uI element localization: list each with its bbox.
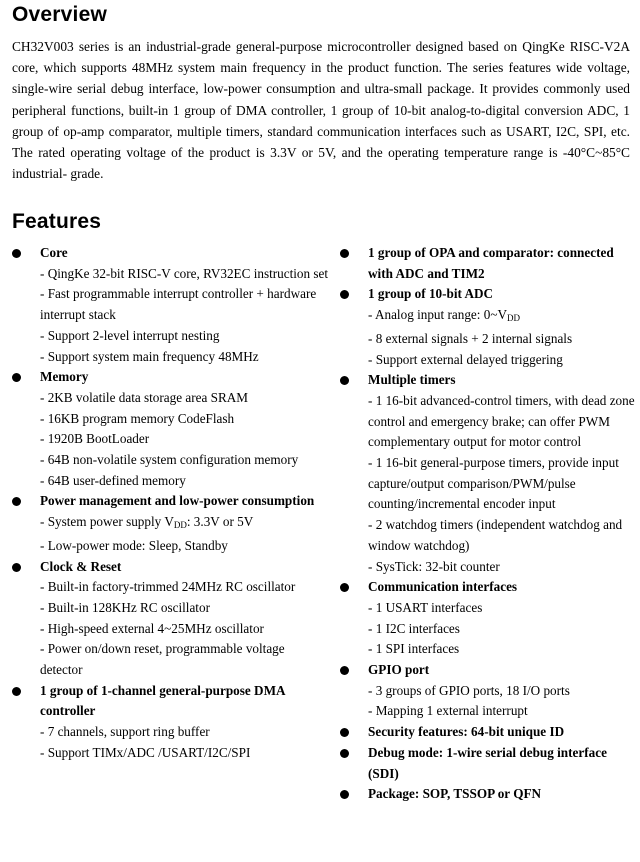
feature-detail: - 3 groups of GPIO ports, 18 I/O ports [368,682,570,698]
feature-heading: Memory [40,369,89,385]
feature-detail: - System power supply $V_{DD}$: 3.3V or 5V [40,514,254,531]
feature-group [340,743,636,784]
feature-group [340,284,636,370]
feature-detail: - QingKe 32-bit RISC-V core, RV32EC instruction set [40,265,329,281]
bullet-icon [12,249,21,258]
features-right-column [340,243,636,805]
feature-heading: Power management and low-power consumption [40,493,315,509]
feature-detail: - Analog input range: $0\sim V_{DD}$ [368,307,520,324]
feature-detail: - Support 2-level interrupt nesting [40,327,220,343]
features-left-column [12,243,330,764]
feature-group [12,491,330,556]
feature-detail: - 1 16-bit general-purpose timers, provide input capture/output comparison/PWM/pulse counting/incremental encoder input [368,455,619,512]
bullet-icon [340,583,349,592]
bullet-icon [340,376,349,385]
feature-group [340,784,636,805]
feature-group [12,243,330,367]
bullet-icon [12,687,21,696]
feature-heading: GPIO port [368,662,430,678]
feature-heading: Clock & Reset [40,558,122,574]
feature-heading: 1 group of OPA and comparator: connected with ADC and TIM2 [368,245,614,281]
feature-detail: - Support TIMx/ADC /USART/I2C/SPI [40,744,251,760]
feature-group [12,557,330,681]
feature-heading: Debug mode: 1-wire serial debug interface (SDI) [368,744,607,781]
feature-detail: - 1920B BootLoader [40,431,150,447]
feature-detail: - Built-in factory-trimmed 24MHz RC oscillator [40,579,296,595]
bullet-icon [340,790,349,799]
bullet-icon [340,290,349,299]
feature-detail: - 7 channels, support ring buffer [40,724,210,740]
feature-group [12,681,330,764]
bullet-icon [12,373,21,382]
feature-detail: - Support system main frequency 48MHz [40,348,259,364]
bullet-icon [12,497,21,506]
overview-heading: Overview [12,3,107,26]
overview-paragraph: CH32V003 series is an industrial-grade general-purpose microcontroller designed based on QingKe RISC-V2A core, which supports 48MHz system main frequency in the product function. The series features wide voltage, single-wire serial debug interface, low-power consumption and ultra-small package. It provides commonly used peripheral functions, built-in 1 group of DMA controller, 1 group of 10-bit analog-to-digital conversion ADC, 1 group of op-amp comparator, multiple timers, standard communication interfaces such as USART, I2C, SPI, etc. The rated operating voltage of the product is 3.3V or 5V, and the operating temperature range is -40°C~85°C industrial- grade. [12,39,630,182]
feature-detail: - 1 USART interfaces [368,599,483,615]
feature-detail: - Mapping 1 external interrupt [368,703,528,719]
feature-group [340,660,636,722]
feature-detail: - 16KB program memory CodeFlash [40,410,235,426]
feature-detail: - 1 16-bit advanced-control timers, with dead zone control and emergency brake; can offer PWM complementary output for motor control [368,392,635,450]
feature-heading: Package: SOP, TSSOP or QFN [368,786,542,802]
bullet-icon [340,749,349,758]
bullet-icon [12,563,21,572]
feature-detail: - Built-in 128KHz RC oscillator [40,599,210,615]
features-heading: Features [12,210,102,233]
feature-detail: - Support external delayed triggering [368,351,563,367]
feature-group [340,370,636,577]
feature-detail: - Low-power mode: Sleep, Standby [40,537,228,553]
feature-group [340,243,636,284]
bullet-icon [340,249,349,258]
feature-detail: - High-speed external 4~25MHz oscillator [40,620,264,636]
feature-heading: 1 group of 10-bit ADC [368,286,494,302]
feature-detail: - 8 external signals + 2 internal signals [368,330,573,346]
feature-heading: 1 group of 1-channel general-purpose DMA controller [40,682,285,719]
feature-detail: - 1 SPI interfaces [368,641,460,657]
feature-detail: - 1 I2C interfaces [368,620,460,636]
feature-group [12,367,330,491]
feature-detail: - Fast programmable interrupt controller + hardware interrupt stack [40,286,317,323]
feature-group [340,577,636,660]
feature-detail: - Power on/down reset, programmable voltage detector [40,641,285,678]
bullet-icon [340,728,349,737]
feature-detail: - SysTick: 32-bit counter [368,558,500,574]
feature-heading: Communication interfaces [368,579,518,595]
feature-detail: - 64B user-defined memory [40,472,186,488]
feature-group [340,722,636,743]
feature-heading: Security features: 64-bit unique ID [368,724,565,740]
feature-heading: Multiple timers [368,372,456,388]
feature-detail: - 64B non-volatile system configuration memory [40,452,299,468]
bullet-icon [340,666,349,675]
feature-heading: Core [40,245,68,260]
feature-detail: - 2KB volatile data storage area SRAM [40,389,249,405]
feature-detail: - 2 watchdog timers (independent watchdog and window watchdog) [368,517,623,553]
